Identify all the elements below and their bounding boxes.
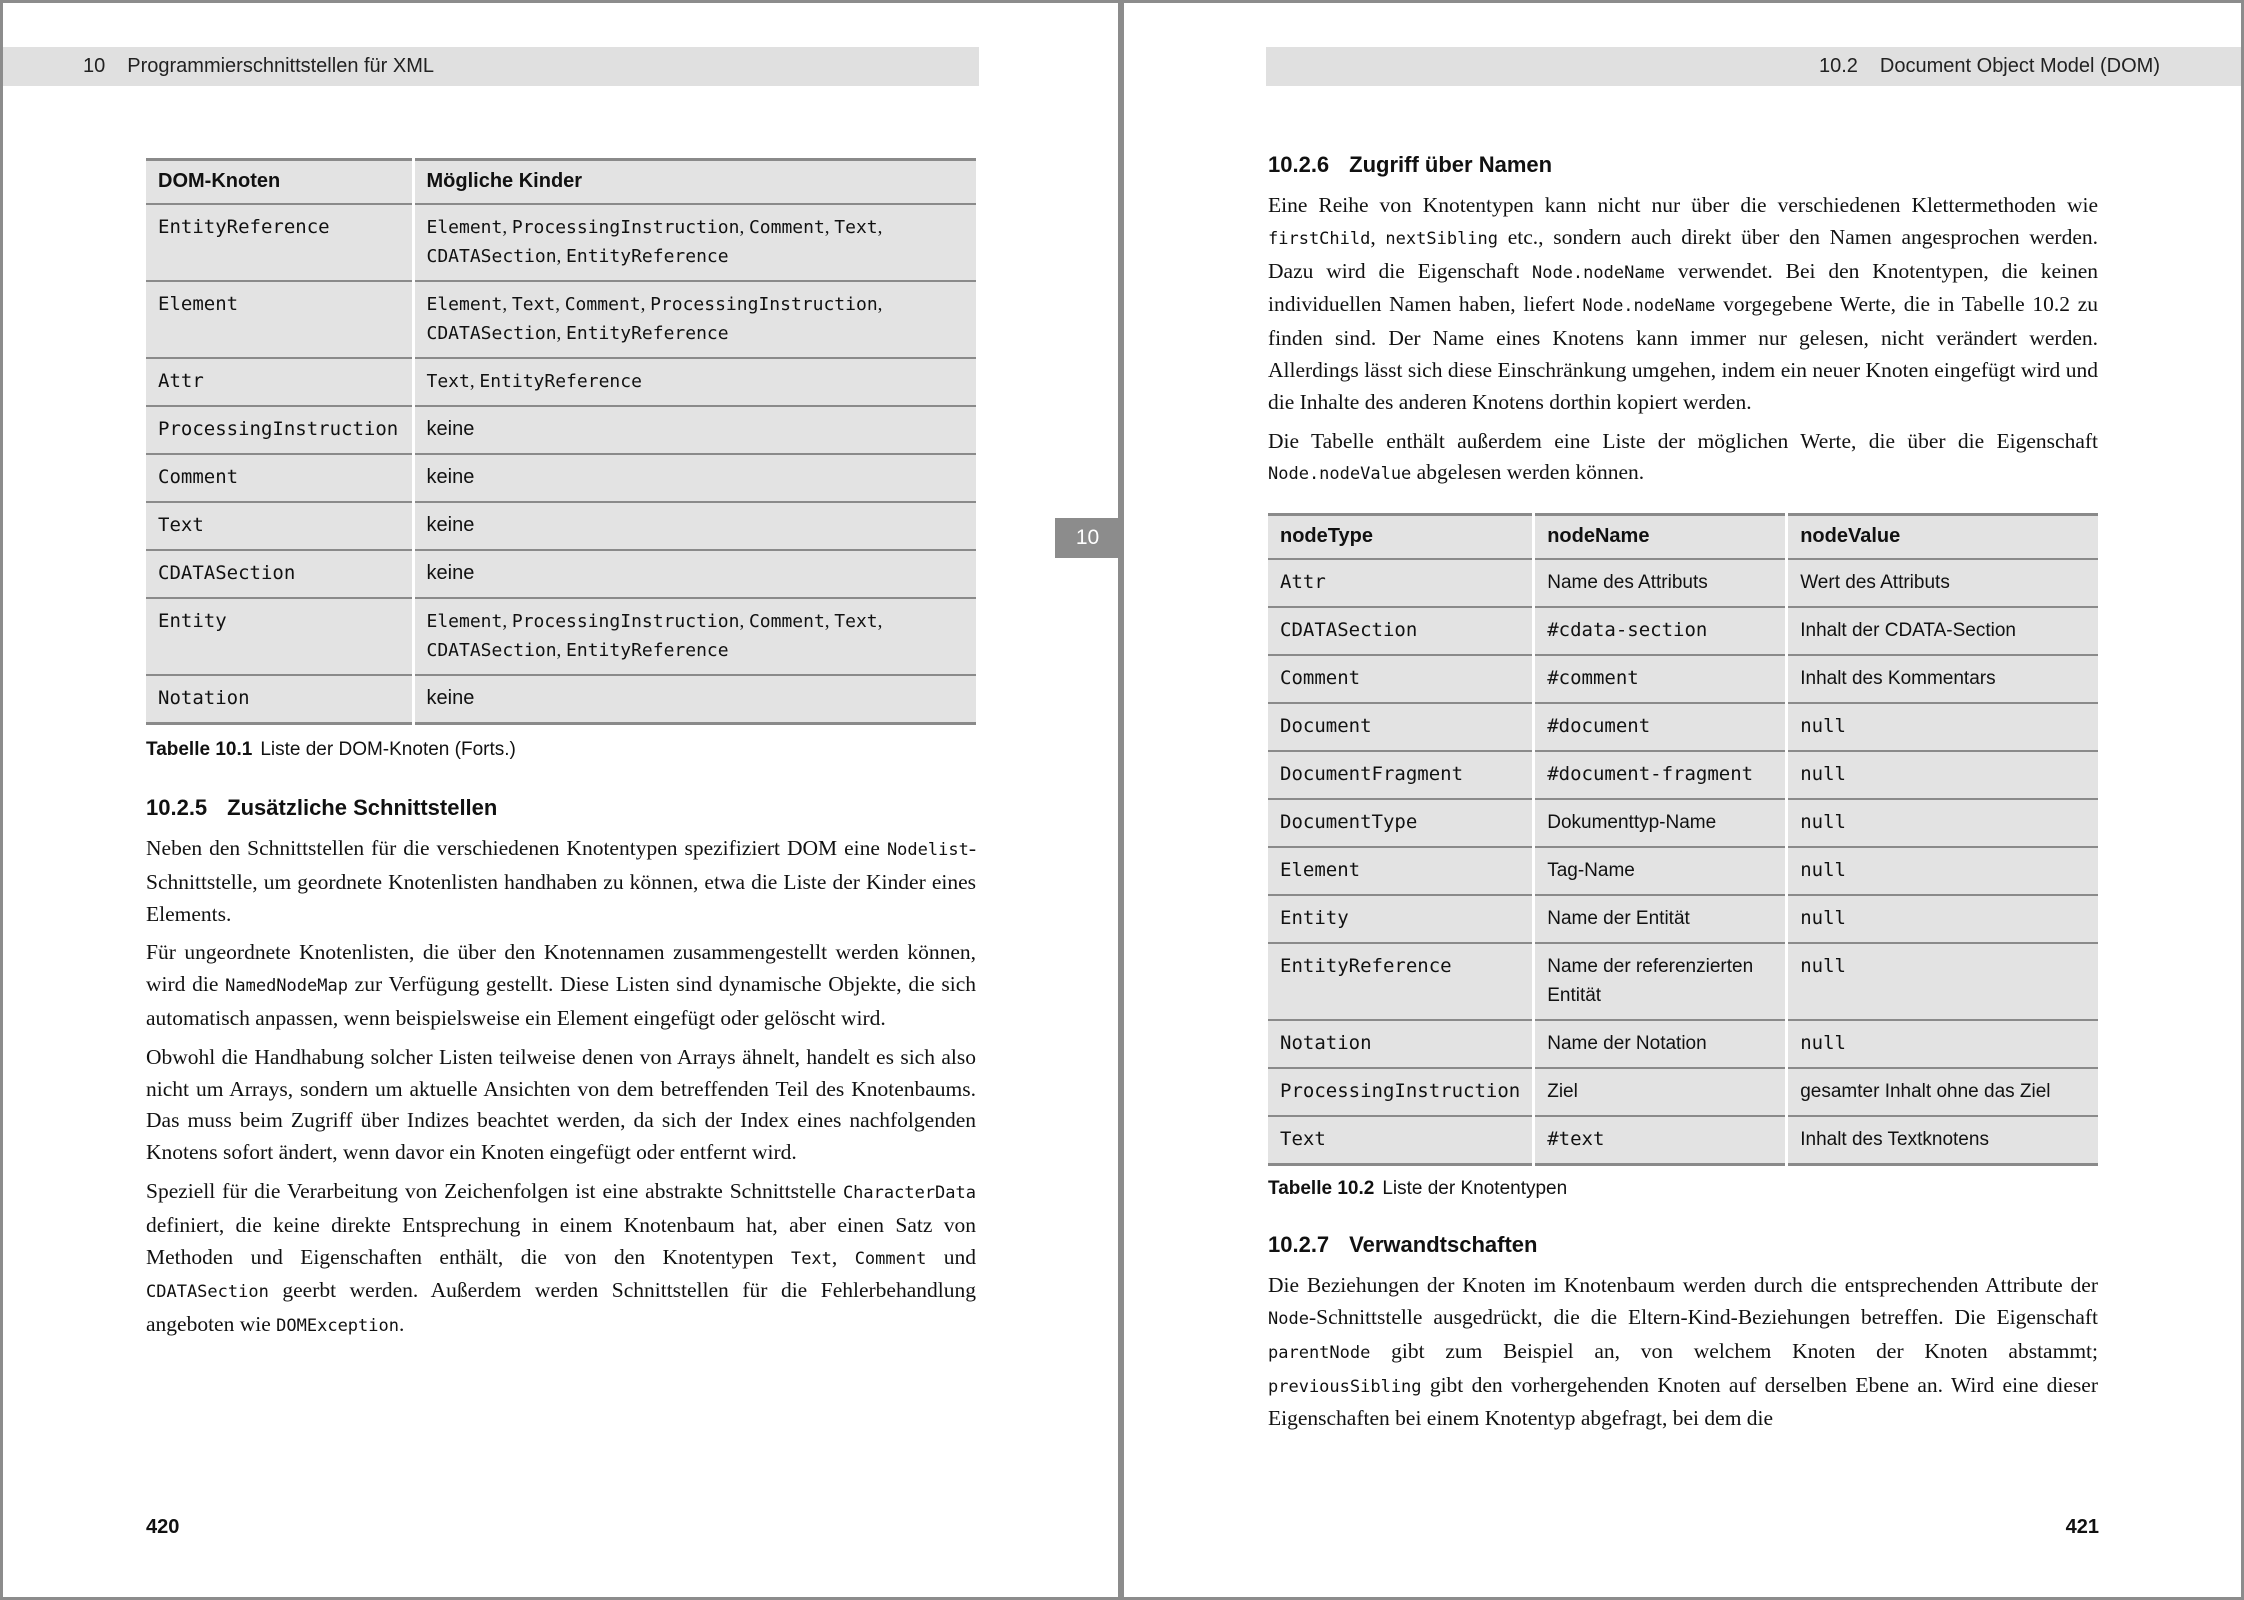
column-header: nodeName [1534, 515, 1787, 560]
no-children-text: keine [426, 418, 475, 440]
text-run: definiert, die keine direkte Entsprechung in einem Knotenbaum hat, aber einen Satz von Methoden und Eigenschaften enthält, die von den Knotentypen [146, 1212, 976, 1269]
spine-divider [1118, 0, 1124, 1600]
node-type-cell: Entity [146, 598, 413, 675]
node-type-cell: Text [1268, 1116, 1534, 1165]
child-node-type: Text [511, 294, 556, 315]
node-name-cell: #comment [1534, 655, 1787, 703]
children-cell [413, 406, 976, 454]
body-paragraph [1268, 190, 2098, 419]
section-heading [1268, 1230, 2098, 1260]
section-number: 10.2.5 [146, 795, 208, 820]
child-node-type: Comment [748, 611, 825, 632]
node-value-cell: null [1787, 943, 2098, 1020]
text-run: gibt zum Beispiel an, von welchem Knoten der Knoten abstammt; [1370, 1338, 2098, 1363]
no-children-text: keine [426, 687, 475, 709]
table-header-row [146, 160, 976, 205]
right-content [1268, 150, 2098, 1435]
table-row [146, 358, 976, 406]
node-name-cell: Name der Notation [1534, 1020, 1787, 1068]
children-cell [413, 454, 976, 502]
child-node-type: CDATASection [426, 246, 557, 267]
node-type-cell: Text [146, 502, 413, 550]
node-value-cell: null [1787, 1020, 2098, 1068]
node-value-cell: Inhalt der CDATA-Section [1787, 607, 2098, 655]
text-run: verwendet. Bei den Knotentypen, die keinen individuellen Namen haben, liefert [1268, 258, 2098, 317]
node-name-cell: #document-fragment [1534, 751, 1787, 799]
child-node-type: Text [426, 371, 470, 392]
caption-text: Liste der DOM-Knoten (Forts.) [260, 739, 516, 760]
child-node-type: EntityReference [566, 246, 729, 267]
children-cell: Element, Text, Comment, ProcessingInstruction, CDATASection, EntityReference [413, 281, 976, 358]
text-run: -Schnittstelle ausgedrückt, die die Eltern-Kind-Beziehungen betreffen. Die Eigenschaft [1308, 1304, 2098, 1329]
text-run: geerbt werden. Außerdem werden Schnittstellen für die Fehlerbehandlung angeboten wie [146, 1278, 976, 1337]
table-row [1268, 655, 2098, 703]
body-paragraph [146, 833, 976, 930]
table-row [1268, 751, 2098, 799]
no-children-text: keine [426, 466, 475, 488]
running-head-right [1266, 47, 2244, 86]
page-number: 421 [2065, 1516, 2099, 1538]
column-header: nodeType [1280, 525, 1373, 548]
caption-label: Tabelle 10.2 [1268, 1178, 1375, 1200]
text-run: , [1370, 224, 1386, 249]
text-run: etc., sondern auch direkt über den Namen angesprochen werden. Dazu wird die Eigenschaft [1268, 224, 2098, 283]
column-header: DOM-Knoten [158, 170, 281, 192]
node-type-cell: Entity [1268, 895, 1534, 943]
table-row [146, 281, 976, 358]
inline-code: Comment [854, 1248, 927, 1269]
children-cell: Element, ProcessingInstruction, Comment, Text, CDATASection, EntityReference [413, 204, 976, 281]
child-node-type: ProcessingInstruction [511, 611, 740, 632]
child-node-type: EntityReference [566, 640, 729, 661]
table-caption [1268, 1178, 2098, 1200]
child-node-type: ProcessingInstruction [650, 294, 878, 315]
table-row [1268, 1020, 2098, 1068]
chapter-number: 10 [83, 55, 106, 77]
node-type-cell: Attr [146, 358, 413, 406]
body-paragraph [146, 1176, 976, 1343]
child-node-type: Element [426, 611, 503, 632]
node-value-cell: null [1787, 799, 2098, 847]
right-body-text-2 [1268, 1270, 2098, 1435]
node-value-cell: Wert des Attributs [1787, 559, 2098, 607]
node-type-cell: EntityReference [146, 204, 413, 281]
node-type-cell: Comment [1268, 655, 1534, 703]
node-value-cell: null [1787, 703, 2098, 751]
text-run: vorgegebene Werte, die in Tabelle 10.2 zu finden sind. Der Name eines Knotens kann immer nur gelesen, nicht verändert werden. Allerdings lässt sich diese Einschränkung umgehen, indem ein neuer Knoten eingefügt wird und die Inhalte des anderen Knotens dorthin kopiert werden. [1268, 292, 2098, 414]
inline-code: Node.nodeName [1582, 296, 1716, 317]
node-type-cell: Comment [146, 454, 413, 502]
table-caption [146, 739, 976, 761]
table-row [1268, 559, 2098, 607]
node-type-cell: ProcessingInstruction [146, 406, 413, 454]
table-row [146, 598, 976, 675]
children-cell: Text, EntityReference [413, 358, 976, 406]
caption-label: Tabelle 10.1 [146, 739, 253, 760]
left-page [0, 0, 1121, 1600]
column-header: nodeValue [1787, 515, 2098, 560]
inline-code: Node [1268, 1308, 1309, 1329]
node-value-cell: Inhalt des Kommentars [1787, 655, 2098, 703]
inline-code: CDATASection [146, 1282, 269, 1303]
node-types-table [1268, 513, 2098, 1166]
text-run: gibt den vorhergehenden Knoten auf derselben Ebene an. Wird eine dieser Eigenschaften bei einem Knotentyp abgefragt, bei dem die [1268, 1372, 2098, 1431]
table-row [1268, 607, 2098, 655]
page-number: 420 [146, 1516, 180, 1538]
child-node-type: Comment [564, 294, 641, 315]
text-run: und [926, 1244, 976, 1269]
child-node-type: Comment [748, 217, 825, 238]
node-name-cell: Ziel [1534, 1068, 1787, 1116]
inline-code: CharacterData [842, 1182, 976, 1203]
child-node-type: EntityReference [566, 323, 729, 344]
node-type-cell: Document [1268, 703, 1534, 751]
text-run: . [398, 1312, 405, 1337]
section-number: 10.2.7 [1268, 1232, 1330, 1258]
node-name-cell: #text [1534, 1116, 1787, 1165]
table-row [1268, 703, 2098, 751]
inline-code: Text [790, 1248, 832, 1269]
child-node-type: Text [834, 217, 878, 238]
text-run: abgelesen werden können. [1411, 460, 1645, 485]
dom-nodes-table [146, 158, 976, 725]
node-type-cell: CDATASection [1268, 607, 1534, 655]
section-heading [1268, 150, 2098, 180]
table-row [146, 204, 976, 281]
chapter-title: Programmierschnittstellen für XML [127, 55, 435, 77]
table-row [1268, 895, 2098, 943]
table-row [1268, 799, 2098, 847]
table-header-row [1268, 515, 2098, 560]
text-run: Neben den Schnittstellen für die verschiedenen Knotentypen spezifiziert DOM eine [146, 836, 887, 860]
inline-code: nextSibling [1385, 228, 1499, 249]
no-children-text: keine [426, 562, 475, 584]
node-type-cell: Element [146, 281, 413, 358]
inline-code: previousSibling [1268, 1376, 1422, 1397]
right-page [1124, 0, 2244, 1600]
node-name-cell: Name der referenzierten Entität [1534, 943, 1787, 1020]
section-number: 10.2 [1818, 55, 1858, 77]
right-body-text-1 [1268, 190, 2098, 491]
node-type-cell: EntityReference [1268, 943, 1534, 1020]
node-types-table-body [1268, 559, 2098, 1165]
section-number: 10.2.6 [1268, 152, 1330, 177]
column-header: Mögliche Kinder [413, 160, 976, 205]
text-run: , [831, 1244, 855, 1269]
node-type-cell: DocumentType [1268, 799, 1534, 847]
text-run: Eine Reihe von Knotentypen kann nicht nur über die verschiedenen Klettermethoden wie [1268, 193, 2098, 217]
child-node-type: CDATASection [426, 640, 557, 661]
node-name-cell: #document [1534, 703, 1787, 751]
inline-code: NamedNodeMap [225, 976, 348, 997]
node-type-cell: Attr [1268, 559, 1534, 607]
node-value-cell: null [1787, 895, 2098, 943]
section-heading [146, 793, 976, 823]
text-run: zur Verfügung gestellt. Diese Listen sind dynamische Objekte, die sich automatisch anpassen, wenn beispielsweise ein Element eingefügt oder gelöscht wird. [146, 972, 976, 1030]
node-value-cell: null [1787, 751, 2098, 799]
node-type-cell: Element [1268, 847, 1534, 895]
node-name-cell: #cdata-section [1534, 607, 1787, 655]
child-node-type: EntityReference [479, 371, 642, 392]
node-type-cell: DocumentFragment [1268, 751, 1534, 799]
node-value-cell: gesamter Inhalt ohne das Ziel [1787, 1068, 2098, 1116]
inline-code: Nodelist [886, 840, 969, 860]
node-value-cell: Inhalt des Textknotens [1787, 1116, 2098, 1165]
table-row [146, 550, 976, 598]
section-title: Zusätzliche Schnittstellen [227, 795, 498, 820]
child-node-type: CDATASection [426, 323, 557, 344]
left-content [146, 158, 976, 1343]
table-row [146, 454, 976, 502]
left-body-text [146, 833, 976, 1343]
children-cell [413, 550, 976, 598]
children-cell: Element, ProcessingInstruction, Comment, Text, CDATASection, EntityReference [413, 598, 976, 675]
node-name-cell: Dokumenttyp-Name [1534, 799, 1787, 847]
text-run: Speziell für die Verarbeitung von Zeichenfolgen ist eine abstrakte Schnittstelle [146, 1178, 843, 1203]
child-node-type: Text [834, 611, 878, 632]
node-type-cell: ProcessingInstruction [1268, 1068, 1534, 1116]
running-head-left [3, 47, 979, 86]
chapter-thumb-tab: 10 [1055, 518, 1120, 558]
dom-nodes-table-body [146, 204, 976, 724]
section-title: Zugriff über Namen [1349, 152, 1553, 177]
body-paragraph [146, 1042, 976, 1169]
frame-left-edge [0, 0, 3, 1600]
text-run: Obwohl die Handhabung solcher Listen teilweise denen von Arrays ähnelt, handelt es sich also nicht um Arrays, sondern um aktuelle Ansichten von dem betreffenden Teil des Knotenbaums. Das muss beim Zugriff über Indizes beachtet werden, da sich der Index eines nachfolgenden Knotens sofort ändert, wenn davor ein Knoten eingefügt oder entfernt wird. [146, 1044, 976, 1165]
text-run: Die Beziehungen der Knoten im Knotenbaum werden durch die entsprechenden Attribute der [1268, 1273, 2098, 1298]
node-value-cell: null [1787, 847, 2098, 895]
inline-code: Node.nodeValue [1268, 464, 1412, 485]
children-cell [413, 675, 976, 724]
body-paragraph [1268, 426, 2098, 492]
table-row [1268, 1068, 2098, 1116]
table-row [146, 675, 976, 724]
table-row [1268, 1116, 2098, 1165]
children-cell [413, 502, 976, 550]
child-node-type: Element [426, 217, 503, 238]
text-run: -Schnittstelle, um geordnete Knotenlisten handhaben zu können, etwa die Liste der Kinder eines Elements. [146, 836, 976, 926]
inline-code: Node.nodeName [1531, 262, 1666, 283]
node-type-cell: CDATASection [146, 550, 413, 598]
table-row [146, 406, 976, 454]
text-run: Die Tabelle enthält außerdem eine Liste der möglichen Werte, die über die Eigenschaft [1268, 428, 2098, 453]
inline-code: DOMException [276, 1316, 399, 1337]
node-name-cell: Name des Attributs [1534, 559, 1787, 607]
node-type-cell: Notation [146, 675, 413, 724]
caption-text: Liste der Knotentypen [1382, 1178, 1568, 1200]
text-run: Für ungeordnete Knotenlisten, die über den Knotennamen zusammengestellt werden können, wird die [146, 940, 976, 997]
body-paragraph [146, 937, 976, 1034]
table-row [146, 502, 976, 550]
child-node-type: Element [426, 294, 503, 315]
inline-code: parentNode [1268, 1342, 1371, 1363]
table-row [1268, 943, 2098, 1020]
child-node-type: ProcessingInstruction [511, 217, 740, 238]
node-name-cell: Tag-Name [1534, 847, 1787, 895]
no-children-text: keine [426, 514, 475, 536]
section-title: Verwandtschaften [1349, 1232, 1538, 1258]
inline-code: firstChild [1268, 228, 1371, 249]
node-type-cell: Notation [1268, 1020, 1534, 1068]
section-title: Document Object Model (DOM) [1879, 55, 2160, 77]
table-row [1268, 847, 2098, 895]
body-paragraph [1268, 1270, 2098, 1435]
node-name-cell: Name der Entität [1534, 895, 1787, 943]
